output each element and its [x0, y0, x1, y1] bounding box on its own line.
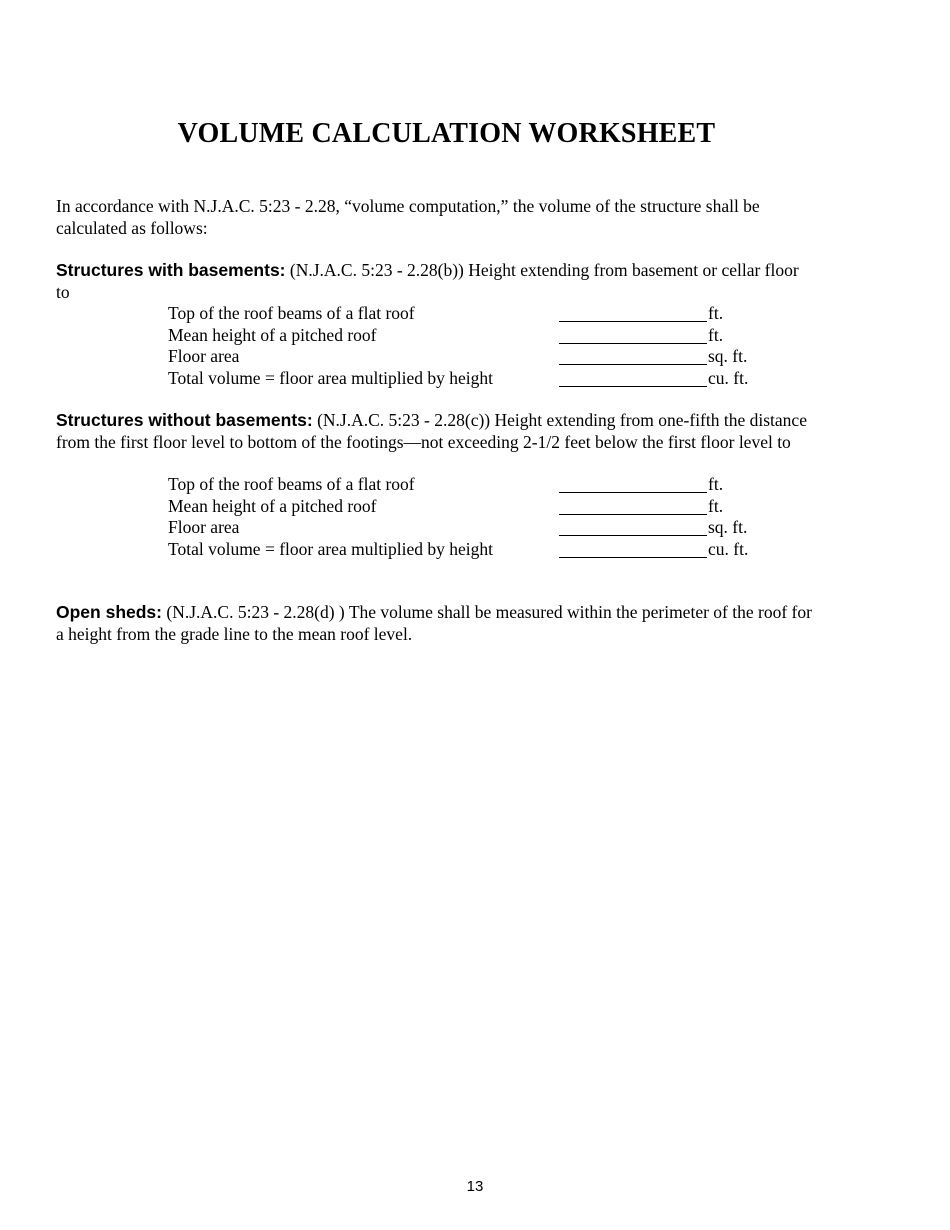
field-unit: ft.: [708, 474, 724, 494]
fill-in-line[interactable]: [559, 535, 707, 536]
intro-paragraph: In accordance with N.J.A.C. 5:23 - 2.28, “volume computation,” the volume of the structure shall be calculated as follows:: [56, 196, 760, 238]
without-basements-fields: [168, 474, 808, 560]
field-row: [168, 325, 808, 347]
field-row: [168, 474, 808, 496]
field-row: [168, 496, 808, 518]
field-label: Floor area: [168, 517, 240, 537]
open-sheds-heading: Open sheds:: [56, 602, 162, 622]
field-unit: cu. ft.: [708, 538, 749, 559]
field-label: Top of the roof beams of a flat roof: [168, 474, 415, 494]
with-basements-fields: [168, 303, 808, 389]
fill-in-line[interactable]: [559, 321, 707, 322]
without-basements-paragraph: [56, 410, 816, 453]
field-label: Top of the roof beams of a flat roof: [168, 303, 415, 323]
fill-in-line[interactable]: [559, 492, 707, 493]
field-unit: ft.: [708, 303, 724, 323]
page-number: 13: [466, 1178, 484, 1195]
field-row: [168, 303, 808, 325]
field-row: [168, 346, 808, 368]
fill-in-line[interactable]: [559, 386, 707, 387]
field-row: [168, 539, 808, 561]
without-basements-text: (N.J.A.C. 5:23 - 2.28(c)) Height extending from one-fifth the distance from the first floor level to bottom of the footings—not exceeding 2-1/2 feet below the first floor level to: [56, 410, 807, 452]
field-unit: ft.: [708, 324, 724, 345]
page-title: VOLUME CALCULATION WORKSHEET: [177, 118, 716, 149]
open-sheds-paragraph: [56, 602, 816, 645]
without-basements-heading: Structures without basements:: [56, 410, 313, 430]
field-label: Mean height of a pitched roof: [168, 495, 377, 516]
fill-in-line[interactable]: [559, 557, 707, 558]
field-row: [168, 517, 808, 539]
fill-in-line[interactable]: [559, 343, 707, 344]
field-unit: ft.: [708, 495, 724, 516]
with-basements-heading: Structures with basements:: [56, 260, 286, 280]
fill-in-line[interactable]: [559, 514, 707, 515]
field-label: Floor area: [168, 346, 240, 366]
field-unit: sq. ft.: [708, 517, 748, 537]
field-unit: sq. ft.: [708, 346, 748, 366]
with-basements-paragraph: [56, 260, 816, 303]
open-sheds-text: (N.J.A.C. 5:23 - 2.28(d) ) The volume shall be measured within the perimeter of the roof for a height from the grade line to the mean roof level.: [56, 602, 812, 644]
fill-in-line[interactable]: [559, 364, 707, 365]
field-label: Total volume = floor area multiplied by height: [168, 367, 494, 388]
field-label: Total volume = floor area multiplied by height: [168, 538, 494, 559]
field-row: [168, 368, 808, 390]
field-unit: cu. ft.: [708, 367, 749, 388]
with-basements-text: (N.J.A.C. 5:23 - 2.28(b)) Height extending from basement or cellar floor to: [56, 260, 799, 302]
field-label: Mean height of a pitched roof: [168, 324, 377, 345]
